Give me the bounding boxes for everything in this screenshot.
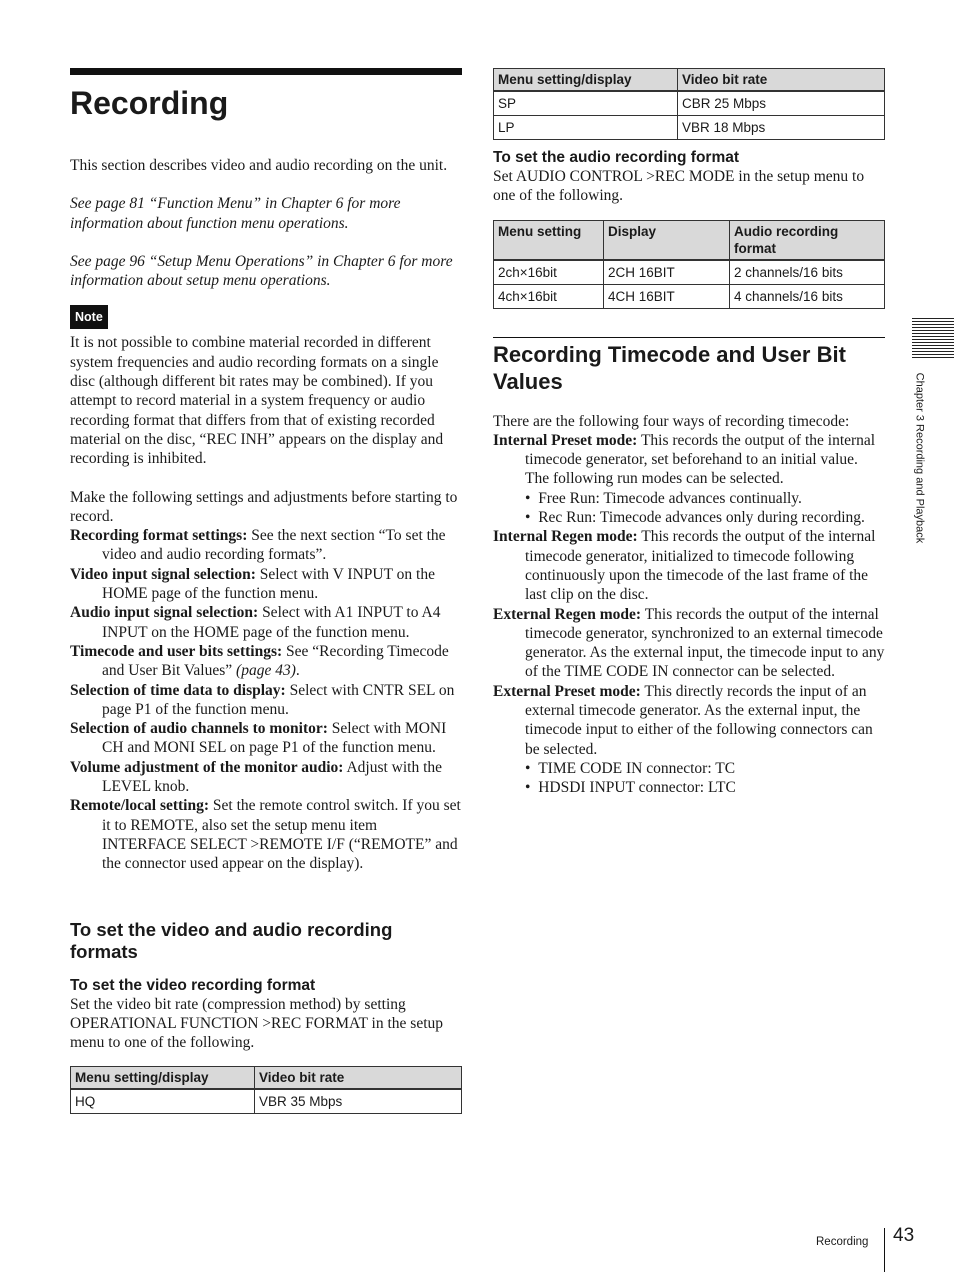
settings-term: Recording format settings: (70, 527, 248, 545)
right-column (493, 68, 885, 798)
audio-format-heading: To set the audio recording format (493, 149, 740, 166)
table-header-row (494, 220, 885, 260)
table-row (494, 260, 885, 285)
table-cell: CBR 25 Mbps (678, 91, 885, 116)
note-block (70, 305, 462, 468)
note-label: Note (70, 305, 108, 329)
formats-heading: To set the video and audio recording formats (70, 918, 393, 962)
page-reference-link[interactable]: (page 43) (232, 662, 296, 680)
settings-list (70, 526, 462, 873)
video-bitrate-table-2 (493, 68, 885, 140)
chapter-thumb-tab (912, 318, 954, 360)
table-cell: 2ch×16bit (494, 260, 604, 285)
settings-term: Volume adjustment of the monitor audio: (70, 758, 344, 776)
settings-item (70, 719, 462, 758)
settings-term: Video input signal selection: (70, 565, 256, 583)
bullet-text: TIME CODE IN connector: TC (538, 759, 736, 777)
settings-term: Selection of audio channels to monitor: (70, 720, 328, 738)
settings-item (70, 642, 462, 681)
table-header-cell: Video bit rate (255, 1067, 462, 1090)
table-header-cell: Video bit rate (678, 69, 885, 92)
table-header-cell: Menu setting/display (71, 1067, 255, 1090)
timecode-section-heading: Recording Timecode and User Bit Values (493, 341, 846, 394)
table-cell: 4 channels/16 bits (730, 284, 885, 308)
timecode-intro: There are the following four ways of recording timecode: (493, 412, 850, 430)
settings-tail: . (295, 662, 300, 680)
settings-term: Remote/local setting: (70, 797, 210, 815)
title-rule (70, 68, 462, 75)
settings-item (70, 565, 462, 604)
settings-term: Timecode and user bits settings: (70, 642, 283, 660)
mode-term: External Regen mode: (493, 605, 642, 623)
settings-term: Audio input signal selection: (70, 604, 259, 622)
table-header-row (494, 69, 885, 92)
mode-item (493, 605, 885, 682)
settings-item (70, 796, 462, 873)
video-format-text: Set the video bit rate (compression method) by setting OPERATIONAL FUNCTION >REC FORMAT in the setup menu to one of the following. (70, 995, 444, 1052)
mode-term: External Preset mode: (493, 682, 641, 700)
table-cell: 4ch×16bit (494, 284, 604, 308)
table-row (494, 116, 885, 140)
footer-section-label: Recording (816, 1236, 869, 1248)
settings-desc: Select with V INPUT on the HOME page of the function menu. (102, 565, 435, 603)
table-cell: VBR 18 Mbps (678, 116, 885, 140)
settings-desc: See the next section “To set the video and audio recording formats”. (102, 527, 446, 564)
settings-item (70, 603, 462, 642)
timecode-modes-list (493, 431, 885, 798)
mode-item (493, 431, 885, 489)
audio-format-text: Set AUDIO CONTROL >REC MODE in the setup menu to one of the following. (493, 168, 865, 205)
table-cell: 2CH 16BIT (604, 260, 730, 285)
table-cell: LP (494, 116, 678, 140)
bullet-text: Rec Run: Timecode advances only during recording. (538, 509, 865, 527)
video-bitrate-table-1 (70, 1066, 462, 1114)
intro-paragraph: This section describes video and audio recording on the unit. (70, 157, 448, 174)
table-header-cell: Audio recording format (730, 220, 885, 260)
table-header-cell: Menu setting (494, 220, 604, 260)
table-cell: SP (494, 91, 678, 116)
note-text: It is not possible to combine material recorded in different system frequencies and audio recording formats on a single disc (although different bit rates may be combined). If you attempt to record material in a system frequency or audio recording format that differs from that of existing recorded material on the disc, “REC INH” appears on the display and recording is inhibited. (70, 334, 444, 468)
mode-item (493, 527, 885, 604)
settings-desc: Set the remote control switch. If you set it to REMOTE, also set the setup menu item INTERFACE SELECT >REMOTE I/F (“REMOTE” and the connector used appear on the display). (102, 797, 461, 873)
settings-desc: Select with CNTR SEL on page P1 of the function menu. (102, 681, 455, 718)
table-row (494, 284, 885, 308)
section-rule (493, 337, 885, 338)
mode-desc: This records the output of the internal timecode generator, set beforehand to an initial value. The following run modes can be selected. (525, 431, 876, 488)
settings-item (70, 758, 462, 797)
settings-item (70, 526, 462, 565)
table-row (494, 91, 885, 116)
video-format-heading: To set the video recording format (70, 976, 316, 994)
table-cell: 2 channels/16 bits (730, 260, 885, 285)
settings-desc: Select with MONI CH and MONI SEL on page P1 of the function menu. (102, 720, 447, 757)
bullet-text: HDSDI INPUT connector: LTC (538, 779, 736, 797)
settings-desc: Select with A1 INPUT to A4 INPUT on the HOME page of the function menu. (102, 604, 441, 641)
bullet-item: • TIME CODE IN connector: TC (525, 759, 736, 777)
page-title: Recording (70, 85, 229, 121)
bullet-item: • HDSDI INPUT connector: LTC (525, 779, 736, 797)
table-header-cell: Display (604, 220, 730, 260)
function-menu-reference: See page 81 “Function Menu” in Chapter 6 for more information about function menu operations. (70, 195, 401, 232)
page-number: 43 (893, 1225, 915, 1246)
bullet-text: Free Run: Timecode advances continually. (538, 489, 802, 507)
table-header-cell: Menu setting/display (494, 69, 678, 92)
chapter-label-text: Chapter 3 Recording and Playback (913, 372, 926, 544)
table-header-row (71, 1067, 462, 1090)
bullet-item: • Free Run: Timecode advances continually. (525, 489, 802, 507)
mode-desc: This records the output of the internal timecode generator, synchronized to an external timecode generator. As the external input, the timecode input to any of the TIME CODE IN connector can be selected. (525, 605, 885, 681)
left-column (70, 68, 462, 1114)
table-cell: VBR 35 Mbps (255, 1089, 462, 1114)
settings-intro: Make the following settings and adjustments before starting to record. (70, 488, 458, 525)
settings-term: Selection of time data to display: (70, 681, 286, 699)
table-cell: 4CH 16BIT (604, 284, 730, 308)
table-row (71, 1089, 462, 1114)
settings-desc: See “Recording Timecode and User Bit Values” (102, 642, 449, 680)
table-cell: HQ (71, 1089, 255, 1114)
mode-term: Internal Regen mode: (493, 528, 638, 546)
mode-term: Internal Preset mode: (493, 431, 638, 449)
mode-item (493, 682, 885, 759)
bullet-item: • Rec Run: Timecode advances only during recording. (525, 509, 865, 527)
settings-item (70, 681, 462, 720)
settings-desc: Adjust with the LEVEL knob. (102, 758, 443, 796)
mode-desc: This records the output of the internal timecode generator, initialized to timecode following continuously upon the timecode of the last frame of the last clip on the disc. (525, 528, 876, 604)
mode-desc: This directly records the input of an external timecode generator. As the external input, the timecode input to either of the following connectors can be selected. (525, 682, 873, 758)
setup-menu-reference: See page 96 “Setup Menu Operations” in Chapter 6 for more information about setup menu operations. (70, 252, 453, 290)
audio-format-table (493, 220, 885, 309)
footer-divider (884, 1228, 885, 1272)
chapter-side-label (912, 370, 926, 570)
